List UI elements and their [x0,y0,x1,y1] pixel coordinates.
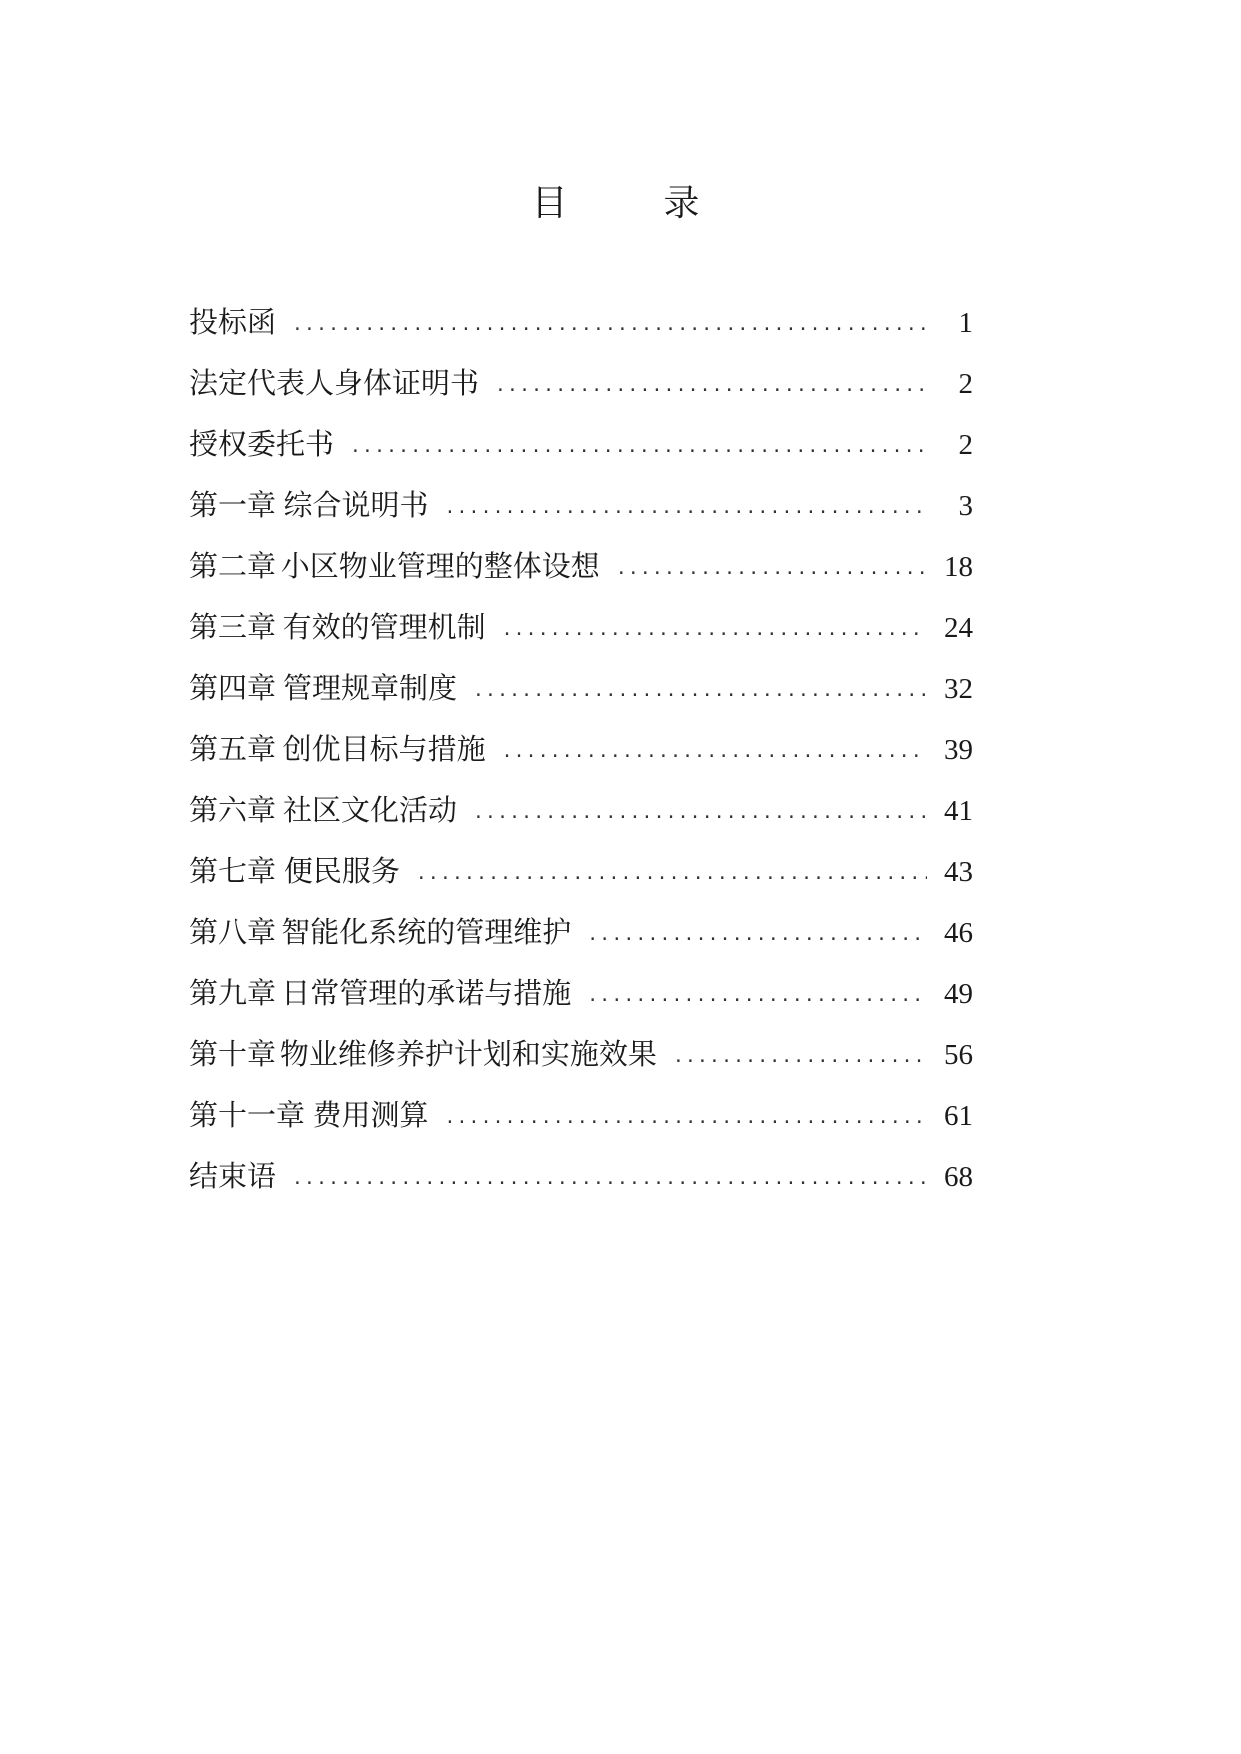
toc-entry[interactable] [189,729,973,790]
toc-page-number: 68 [944,1161,973,1193]
toc-chapter: 第二章 [189,549,277,583]
dot-leader [616,549,927,589]
toc-entry-title: 社区文化活动 [283,793,458,827]
toc-entry-title: 物业维修养护计划和实施效果 [279,1037,657,1071]
toc-page-number: 39 [944,734,973,766]
toc-entry[interactable] [189,424,973,485]
toc-entry[interactable] [189,912,973,973]
toc-page-number: 2 [958,429,973,461]
toc-page-number: 56 [944,1039,973,1071]
toc-entry[interactable] [189,973,973,1034]
toc-entry[interactable] [189,668,973,729]
toc-entry-title: 投标函 [189,305,277,339]
toc-entry[interactable] [189,485,973,546]
toc-entry-title: 有效的管理机制 [282,610,486,644]
dot-leader [587,976,927,1016]
toc-entry[interactable] [189,302,973,363]
toc-page-number: 46 [944,917,973,949]
toc-chapter: 第九章 [189,976,277,1010]
toc-entry-title: 授权委托书 [189,427,335,461]
toc-page-number: 3 [958,490,973,522]
toc-title: 目 录 [531,183,730,224]
toc-entry[interactable] [189,1034,973,1095]
toc-chapter: 第六章 [189,793,277,827]
toc-entry-title: 小区物业管理的整体设想 [280,549,600,583]
toc-chapter: 第七章 [189,854,277,888]
toc-entry[interactable] [189,546,973,607]
toc-chapter: 第八章 [189,915,277,949]
toc-entry[interactable] [189,607,973,668]
toc-page-number: 41 [944,795,973,827]
dot-leader [587,915,927,955]
toc-page-number: 43 [944,856,973,888]
dot-leader [350,427,927,467]
toc-entry-title: 智能化系统的管理维护 [281,915,572,949]
toc-page-number: 49 [944,978,973,1010]
dot-leader [502,732,927,772]
toc-entry-title: 费用测算 [312,1098,429,1132]
toc-chapter: 第三章 [189,610,277,644]
toc-entry[interactable] [189,1156,973,1217]
toc-page-number: 32 [944,673,973,705]
toc-entry-title: 日常管理的承诺与措施 [281,976,572,1010]
toc-entry-title: 创优目标与措施 [282,732,486,766]
toc-chapter: 第四章 [189,671,277,705]
dot-leader [292,1159,927,1199]
dot-leader [473,793,927,833]
toc-entry-title: 综合说明书 [283,488,429,522]
toc-entry[interactable] [189,1095,973,1156]
toc-entry[interactable] [189,851,973,912]
toc-page-number: 61 [944,1100,973,1132]
toc-page-number: 1 [958,307,973,339]
toc-chapter: 第一章 [189,488,277,522]
toc-entry-title: 管理规章制度 [283,671,458,705]
toc-entry[interactable] [189,790,973,851]
toc-page-number: 24 [944,612,973,644]
dot-leader [495,366,927,406]
dot-leader [444,488,927,528]
toc-list [189,302,973,1217]
dot-leader [502,610,927,650]
toc-entry-title: 便民服务 [283,854,400,888]
toc-entry-title: 结束语 [189,1159,277,1193]
dot-leader [673,1037,927,1077]
toc-chapter: 第十章 [189,1037,277,1071]
dot-leader [444,1098,927,1138]
toc-chapter: 第十一章 [189,1098,306,1132]
toc-entry-title: 法定代表人身体证明书 [189,366,480,400]
dot-leader [416,854,927,894]
dot-leader [473,671,927,711]
toc-page-number: 2 [958,368,973,400]
toc-entry[interactable] [189,363,973,424]
toc-chapter: 第五章 [189,732,277,766]
toc-page-number: 18 [944,551,973,583]
dot-leader [292,305,927,345]
